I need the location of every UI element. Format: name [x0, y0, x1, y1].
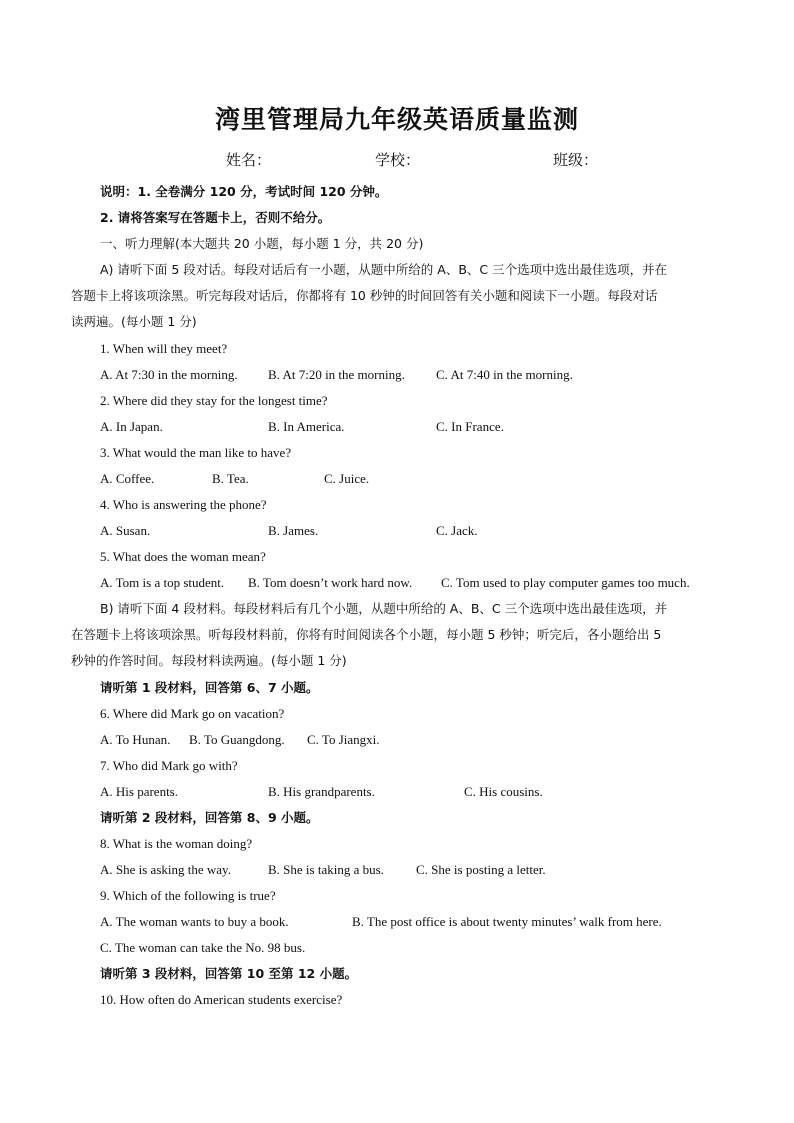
question-1-option-c: C. At 7:40 in the morning. [436, 367, 573, 382]
question-2-option-a: A. In Japan. [100, 419, 163, 434]
group-1-heading: 请听第 1 段材料，回答第 6、7 小题。 [100, 680, 319, 695]
part-b-instruction-3: 秒钟的作答时间。每段材料读两遍。(每小题 1 分) [71, 653, 347, 668]
school-field-label: 学校： [375, 151, 421, 169]
question-4: 4. Who is answering the phone? [100, 497, 267, 512]
question-10: 10. How often do American students exercise? [100, 992, 343, 1007]
question-6-option-b: B. To Guangdong. [189, 732, 285, 747]
part-a-instruction-3: 读两遍。(每小题 1 分) [71, 314, 197, 329]
group-3-heading: 请听第 3 段材料，回答第 10 至第 12 小题。 [100, 966, 358, 981]
question-5-option-c: C. Tom used to play computer games too much. [441, 575, 690, 590]
note-1: 说明：1. 全卷满分 120 分，考试时间 120 分钟。 [100, 184, 388, 199]
part-b-instruction-2: 在答题卡上将该项涂黑。听每段材料前，你将有时间阅读各个小题，每小题 5 秒钟；听完后，各小题给出 5 [71, 627, 662, 642]
section-heading: 一、听力理解(本大题共 20 小题，每小题 1 分，共 20 分) [100, 236, 424, 251]
question-2-option-c: C. In France. [436, 419, 504, 434]
note-2: 2. 请将答案写在答题卡上，否则不给分。 [100, 210, 331, 225]
class-field-label: 班级： [553, 151, 599, 169]
part-a-instruction-2: 答题卡上将该项涂黑。听完每段对话后，你都将有 10 秒钟的时间回答有关小题和阅读下一小题。每段对话 [71, 288, 658, 303]
question-5-option-a: A. Tom is a top student. [100, 575, 225, 590]
question-1: 1. When will they meet? [100, 341, 228, 356]
question-9: 9. Which of the following is true? [100, 888, 276, 903]
question-7-option-b: B. His grandparents. [268, 784, 375, 799]
question-3: 3. What would the man like to have? [100, 445, 292, 460]
part-b-instruction-1: B) 请听下面 4 段材料。每段材料后有几个小题，从题中所给的 A、B、C 三个选项中选出最佳选项，并 [100, 601, 668, 616]
question-2-option-b: B. In America. [268, 419, 345, 434]
question-4-option-b: B. James. [268, 523, 319, 538]
part-a-instruction-1: A) 请听下面 5 段对话。每段对话后有一小题，从题中所给的 A、B、C 三个选项中选出最佳选项，并在 [100, 262, 668, 277]
question-9-option-b: B. The post office is about twenty minutes’ walk from here. [352, 914, 662, 929]
page-title: 湾里管理局九年级英语质量监测 [214, 105, 579, 134]
question-6-option-a: A. To Hunan. [100, 732, 171, 747]
question-5-option-b: B. Tom doesn’t work hard now. [248, 575, 413, 590]
question-3-option-c: C. Juice. [324, 471, 370, 486]
question-9-option-c: C. The woman can take the No. 98 bus. [100, 940, 306, 955]
question-9-option-a: A. The woman wants to buy a book. [100, 914, 289, 929]
group-2-heading: 请听第 2 段材料，回答第 8、9 小题。 [100, 810, 319, 825]
question-5: 5. What does the woman mean? [100, 549, 266, 564]
question-3-option-b: B. Tea. [212, 471, 249, 486]
question-8-option-b: B. She is taking a bus. [268, 862, 384, 877]
question-4-option-c: C. Jack. [436, 523, 478, 538]
question-1-option-b: B. At 7:20 in the morning. [268, 367, 405, 382]
question-4-option-a: A. Susan. [100, 523, 151, 538]
question-3-option-a: A. Coffee. [100, 471, 155, 486]
question-2: 2. Where did they stay for the longest time? [100, 393, 328, 408]
question-7: 7. Who did Mark go with? [100, 758, 238, 773]
question-7-option-a: A. His parents. [100, 784, 178, 799]
question-7-option-c: C. His cousins. [464, 784, 543, 799]
question-6: 6. Where did Mark go on vacation? [100, 706, 285, 721]
question-6-option-c: C. To Jiangxi. [307, 732, 380, 747]
question-8-option-a: A. She is asking the way. [100, 862, 231, 877]
question-8-option-c: C. She is posting a letter. [416, 862, 546, 877]
name-field-label: 姓名： [226, 151, 272, 169]
question-8: 8. What is the woman doing? [100, 836, 253, 851]
question-1-option-a: A. At 7:30 in the morning. [100, 367, 238, 382]
